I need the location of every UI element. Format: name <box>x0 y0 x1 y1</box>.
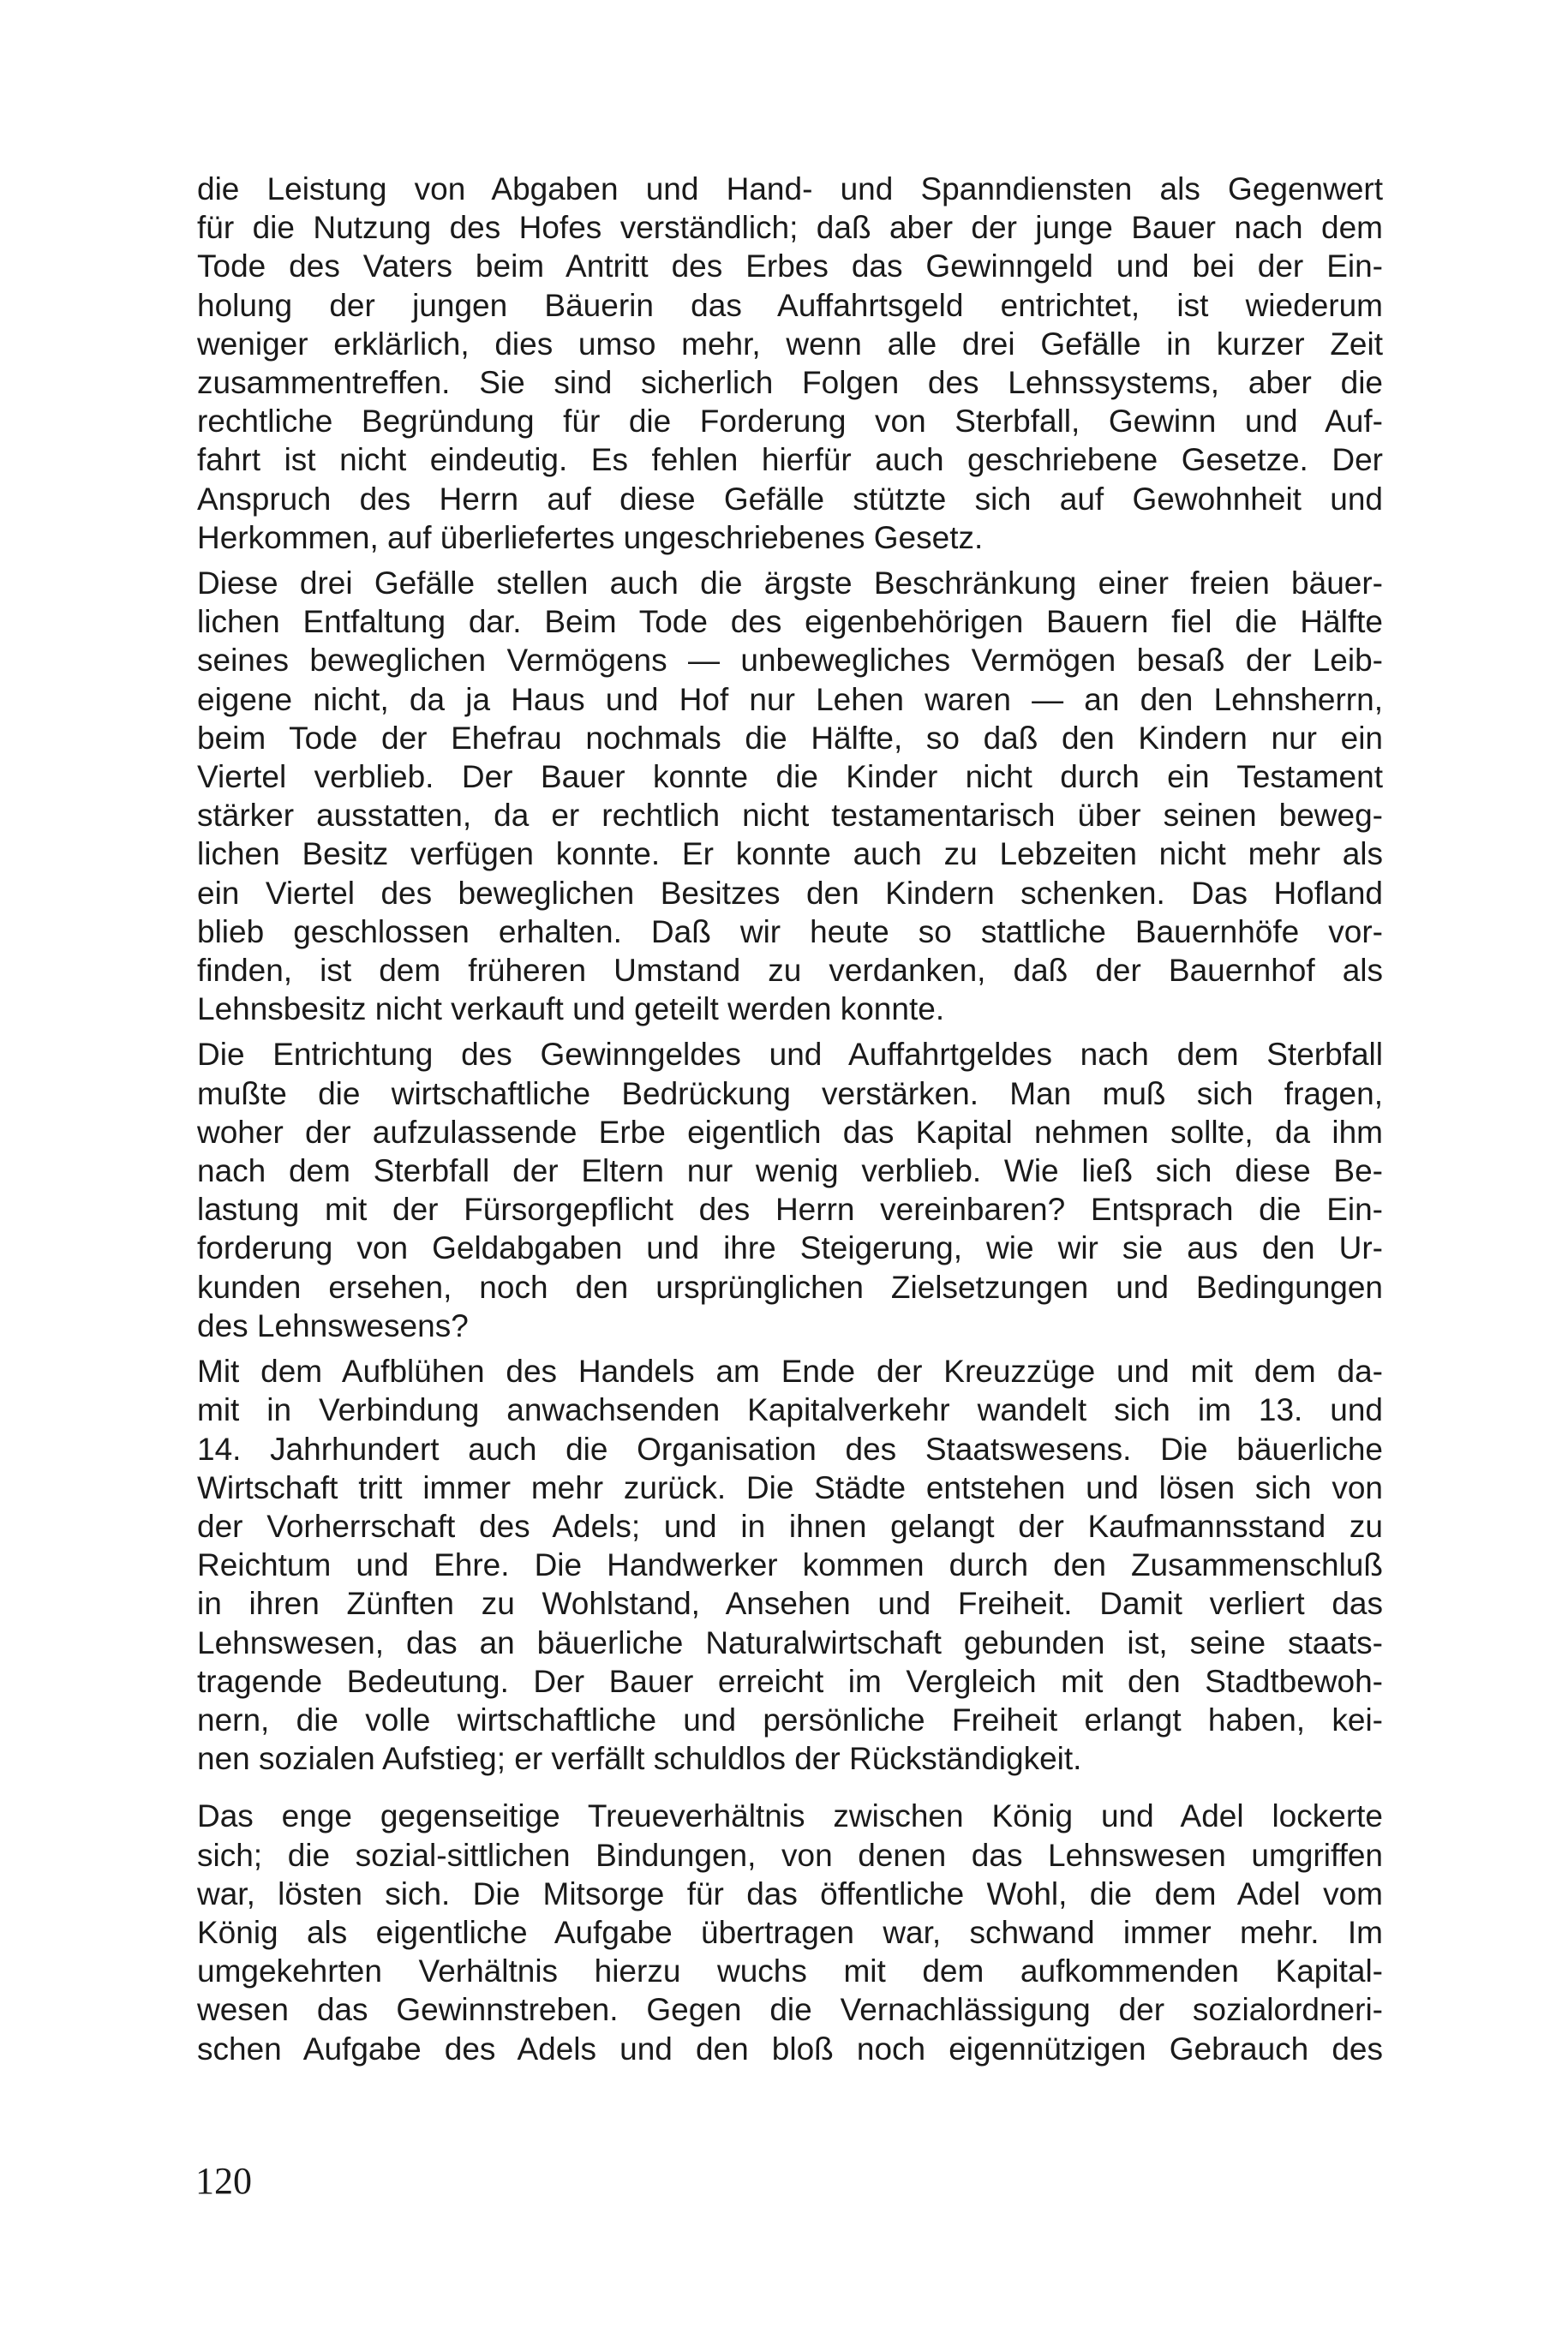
text-line: nern, die volle wirtschaftliche und persönliche Freiheit erlangt haben, kei- <box>197 1702 1383 1738</box>
text-line: beim Tode der Ehefrau nochmals die Hälfte, so daß den Kindern nur ein <box>197 720 1383 756</box>
text-line: lichen Besitz verfügen konnte. Er konnte auch zu Lebzeiten nicht mehr als <box>197 836 1383 872</box>
text-line: der Vorherrschaft des Adels; und in ihnen gelangt der Kaufmannsstand zu <box>197 1508 1383 1544</box>
text-line: König als eigentliche Aufgabe übertragen war, schwand immer mehr. Im <box>197 1914 1383 1950</box>
text-line: mußte die wirtschaftliche Bedrückung verstärken. Man muß sich fragen, <box>197 1075 1383 1111</box>
text-line: Tode des Vaters beim Antritt des Erbes das Gewinngeld und bei der Ein- <box>197 248 1383 284</box>
text-line: holung der jungen Bäuerin das Auffahrtsgeld entrichtet, ist wiederum <box>197 287 1383 323</box>
text-line: Viertel verblieb. Der Bauer konnte die Kinder nicht durch ein Testament <box>197 759 1383 795</box>
paragraph-5 <box>197 1797 1383 2067</box>
text-line: nen sozialen Aufstieg; er verfällt schuldlos der Rückständigkeit. <box>197 1741 1082 1777</box>
text-line: lichen Entfaltung dar. Beim Tode des eigenbehörigen Bauern fiel die Hälfte <box>197 604 1383 640</box>
paragraph-1 <box>197 170 1383 557</box>
text-line: wesen das Gewinnstreben. Gegen die Vernachlässigung der sozialordneri- <box>197 1992 1383 2028</box>
paragraph-4 <box>197 1352 1383 1778</box>
text-line: des Lehnswesens? <box>197 1307 469 1343</box>
text-line: rechtliche Begründung für die Forderung von Sterbfall, Gewinn und Auf- <box>197 404 1383 440</box>
text-line: war, lösten sich. Die Mitsorge für das öffentliche Wohl, die dem Adel vom <box>197 1875 1383 1911</box>
text-line: Lehnswesen, das an bäuerliche Naturalwirtschaft gebunden ist, seine staats- <box>197 1624 1383 1660</box>
text-line: die Leistung von Abgaben und Hand- und Spanndiensten als Gegenwert <box>197 171 1383 206</box>
text-line: zusammentreffen. Sie sind sicherlich Folgen des Lehnssystems, aber die <box>197 365 1383 401</box>
paragraph-2 <box>197 564 1383 1028</box>
text-line: mit in Verbindung anwachsenden Kapitalverkehr wandelt sich im 13. und <box>197 1392 1383 1428</box>
text-line: tragende Bedeutung. Der Bauer erreicht im Vergleich mit den Stadtbewoh- <box>197 1663 1383 1699</box>
text-line: eigene nicht, da ja Haus und Hof nur Lehen waren — an den Lehnsherrn, <box>197 681 1383 717</box>
text-line: finden, ist dem früheren Umstand zu verdanken, daß der Bauernhof als <box>197 953 1383 989</box>
text-line: blieb geschlossen erhalten. Daß wir heute so stattliche Bauernhöfe vor- <box>197 913 1383 949</box>
text-line: umgekehrten Verhältnis hierzu wuchs mit dem aufkommenden Kapital- <box>197 1953 1383 1989</box>
text-line: Das enge gegenseitige Treueverhältnis zwischen König und Adel lockerte <box>197 1798 1383 1834</box>
text-line: 14. Jahrhundert auch die Organisation des Staatswesens. Die bäuerliche <box>197 1431 1383 1467</box>
text-line: ein Viertel des beweglichen Besitzes den Kindern schenken. Das Hofland <box>197 875 1383 911</box>
text-line: Die Entrichtung des Gewinngeldes und Auffahrtgeldes nach dem Sterbfall <box>197 1037 1383 1073</box>
page-body <box>197 170 1383 2068</box>
text-line: in ihren Zünften zu Wohlstand, Ansehen und Freiheit. Damit verliert das <box>197 1586 1383 1622</box>
text-line: seines beweglichen Vermögens — unbewegliches Vermögen besaß der Leib- <box>197 643 1383 679</box>
text-line: Mit dem Aufblühen des Handels am Ende der Kreuzzüge und mit dem da- <box>197 1354 1383 1390</box>
text-line: Diese drei Gefälle stellen auch die ärgste Beschränkung einer freien bäuer- <box>197 565 1383 601</box>
text-line: forderung von Geldabgaben und ihre Steigerung, wie wir sie aus den Ur- <box>197 1230 1383 1266</box>
text-line: Wirtschaft tritt immer mehr zurück. Die Städte entstehen und lösen sich von <box>197 1469 1383 1505</box>
text-line: sich; die sozial-sittlichen Bindungen, von denen das Lehnswesen umgriffen <box>197 1837 1383 1873</box>
text-line: weniger erklärlich, dies umso mehr, wenn alle drei Gefälle in kurzer Zeit <box>197 326 1383 362</box>
text-line: woher der aufzulassende Erbe eigentlich das Kapital nehmen sollte, da ihm <box>197 1114 1383 1150</box>
text-line: nach dem Sterbfall der Eltern nur wenig verblieb. Wie ließ sich diese Be- <box>197 1153 1383 1189</box>
text-line: kunden ersehen, noch den ursprünglichen Zielsetzungen und Bedingungen <box>197 1269 1383 1305</box>
page-number: 120 <box>195 2160 252 2202</box>
text-line: Lehnsbesitz nicht verkauft und geteilt werden konnte. <box>197 991 945 1027</box>
text-line: Herkommen, auf überliefertes ungeschriebenes Gesetz. <box>197 519 984 555</box>
text-line: fahrt ist nicht eindeutig. Es fehlen hierfür auch geschriebene Gesetze. Der <box>197 442 1383 478</box>
text-line: schen Aufgabe des Adels und den bloß noch eigennützigen Gebrauch des <box>197 2031 1383 2067</box>
text-line: Anspruch des Herrn auf diese Gefälle stützte sich auf Gewohnheit und <box>197 481 1383 517</box>
text-line: lastung mit der Fürsorgepflicht des Herrn vereinbaren? Entsprach die Ein- <box>197 1192 1383 1228</box>
text-line: stärker ausstatten, da er rechtlich nicht testamentarisch über seinen beweg- <box>197 798 1383 834</box>
text-line: Reichtum und Ehre. Die Handwerker kommen durch den Zusammenschluß <box>197 1547 1383 1583</box>
text-line: für die Nutzung des Hofes verständlich; daß aber der junge Bauer nach dem <box>197 210 1383 246</box>
paragraph-3 <box>197 1035 1383 1345</box>
